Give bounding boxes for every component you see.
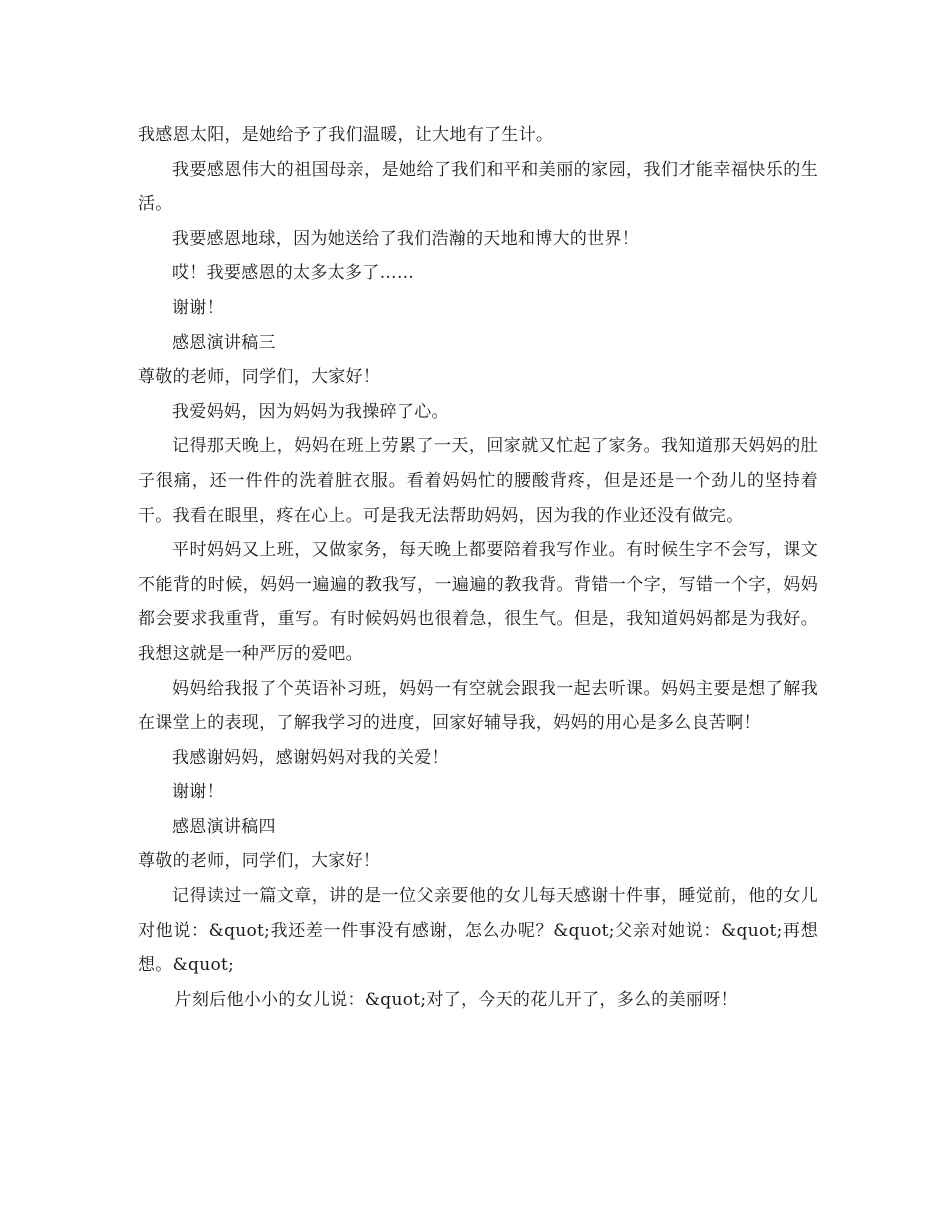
section-heading-three: 感恩演讲稿三 xyxy=(172,332,276,353)
paragraph-love-mom: 我爱妈妈，因为妈妈为我操碎了心。 xyxy=(172,401,449,422)
paragraph-earth: 我要感恩地球，因为她送给了我们浩瀚的天地和博大的世界！ xyxy=(172,228,640,249)
section-heading-four: 感恩演讲稿四 xyxy=(172,816,276,837)
paragraph-flowers: 片刻后他小小的女儿说：&quot;对了，今天的花儿开了，多么的美丽呀！ xyxy=(174,989,738,1010)
paragraph-greeting: 尊敬的老师，同学们，大家好！ xyxy=(138,367,381,388)
paragraph-thank-mom: 我感谢妈妈，感谢妈妈对我的关爱！ xyxy=(172,747,449,768)
paragraph-too-many: 哎！我要感恩的太多太多了…… xyxy=(172,263,415,284)
paragraph-sun: 我感恩太阳，是她给予了我们温暖，让大地有了生计。 xyxy=(138,125,554,145)
paragraph-greeting: 尊敬的老师，同学们，大家好！ xyxy=(138,851,381,872)
document-body xyxy=(138,118,818,1017)
paragraph-english-class: 妈妈给我报了个英语补习班，妈妈一有空就会跟我一起去听课。妈妈主要是想了解我在课堂上的表现，了解我学习的进度，回家好辅导我，妈妈的用心是多么良苦啊！ xyxy=(138,678,818,734)
paragraph-ten-things: 记得读过一篇文章，讲的是一位父亲要他的女儿每天感谢十件事，睡觉前，他的女儿对他说：&quot;我还差一件事没有感谢，怎么办呢？&quot;父亲对她说：&quot;再想想。&quot; xyxy=(138,886,818,976)
paragraph-that-night: 记得那天晚上，妈妈在班上劳累了一天，回家就又忙起了家务。我知道那天妈妈的肚子很痛，还一件件的洗着脏衣服。看着妈妈忙的腰酸背疼，但是还是一个劲儿的坚持着干。我看在眼里，疼在心上。可是我无法帮助妈妈，因为我的作业还没有做完。 xyxy=(138,436,818,526)
paragraph-thanks: 谢谢！ xyxy=(172,782,224,803)
paragraph-homework: 平时妈妈又上班，又做家务，每天晚上都要陪着我写作业。有时候生字不会写，课文不能背的时候，妈妈一遍遍的教我写，一遍遍的教我背。背错一个字，写错一个字，妈妈都会要求我重背，重写。有时候妈妈也很着急，很生气。但是，我知道妈妈都是为我好。我想这就是一种严厉的爱吧。 xyxy=(138,540,818,664)
paragraph-thanks: 谢谢！ xyxy=(172,297,224,318)
paragraph-motherland: 我要感恩伟大的祖国母亲，是她给了我们和平和美丽的家园，我们才能幸福快乐的生活。 xyxy=(138,159,818,215)
